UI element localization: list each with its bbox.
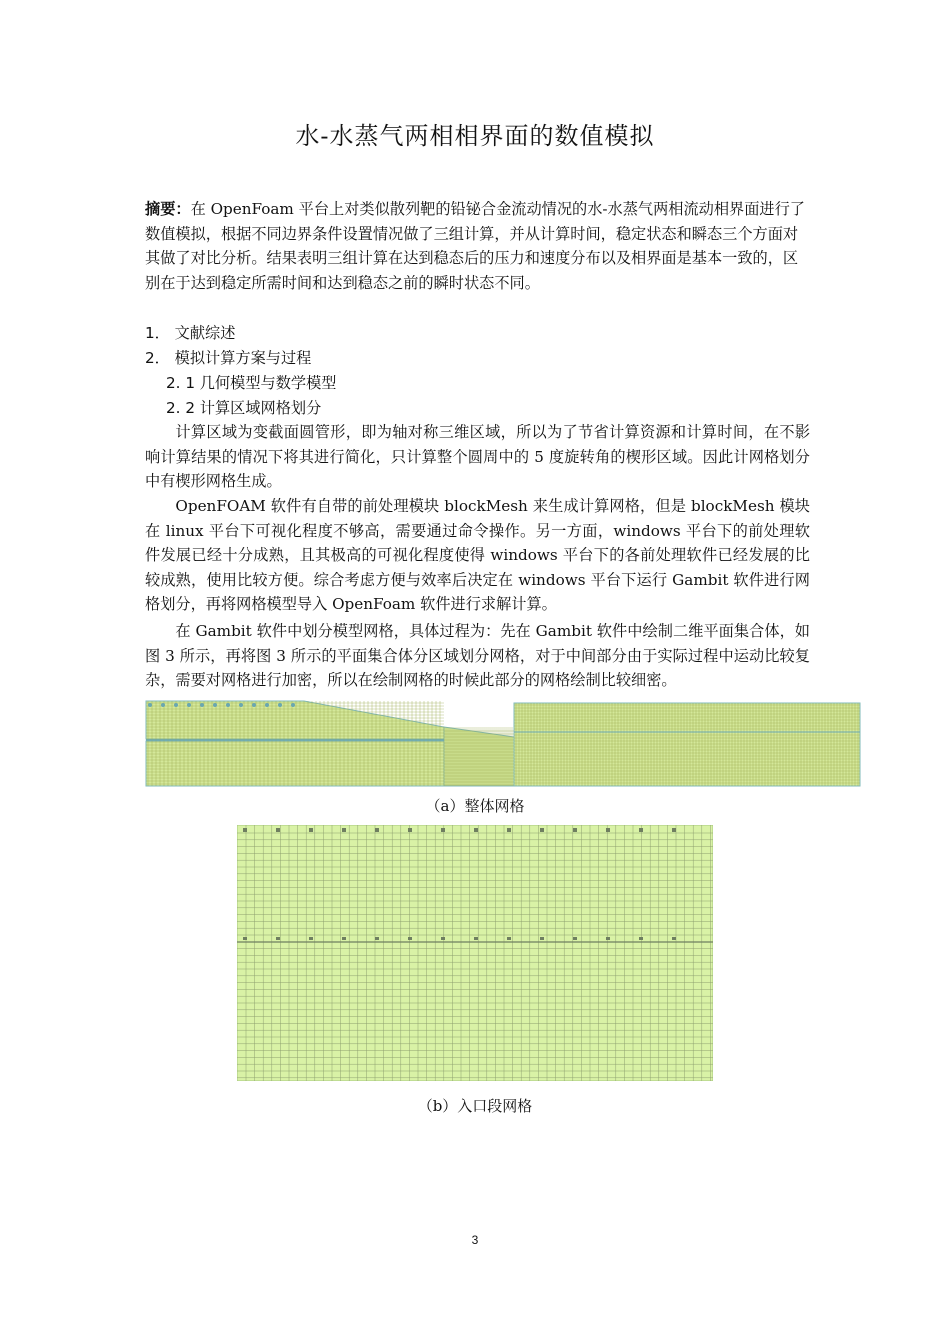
figure-inlet-mesh: [237, 825, 713, 1081]
abstract-text: 在 OpenFoam 平台上对类似散列靶的铅铋合金流动情况的水-水蒸气两相流动相界面进行了数值模拟，根据不同边界条件设置情况做了三组计算，并从计算时间，稳定状态和瞬态三个方面对其做了对比分析。结果表明三组计算在达到稳态后的压力和速度分布以及相界面是基本一致的，区别在于达到稳定所需时间和达到稳态之前的瞬时状态不同。: [145, 200, 805, 292]
section-heading-2: 2． 模拟计算方案与过程: [145, 349, 312, 367]
paper-title: 水-水蒸气两相相界面的数值模拟: [295, 122, 655, 150]
page-number: 3: [471, 1233, 479, 1247]
abstract: [145, 197, 810, 295]
paragraph-1: 计算区域为变截面圆管形，即为轴对称三维区域，所以为了节省计算资源和计算时间，在不影响计算结果的情况下将其进行简化，只计算整个圆周中的 5 度旋转角的楔形区域。因此计网格划分中有楔形网格生成。: [145, 423, 810, 490]
abstract-label: 摘要：: [145, 200, 191, 218]
figure-overall-mesh: [144, 697, 862, 788]
paragraph-2: OpenFOAM 软件有自带的前处理模块 blockMesh 来生成计算网格，但是 blockMesh 模块在 linux 平台下可视化程度不够高，需要通过命令操作。另一方面，windows 平台下的前处理软件发展已经十分成熟，且其极高的可视化程度使得 windows 平台下的各前处理软件已经发展的比较成熟，使用比较方便。综合考虑方便与效率后决定在 windows 平台下运行 Gambit 软件进行网格划分，再将网格模型导入 OpenFoam 软件进行求解计算。: [145, 497, 810, 613]
section-heading-1: 1． 文献综述: [145, 324, 236, 342]
inlet-mesh-grid: [237, 825, 713, 1081]
figure-a-caption: （a）整体网格: [425, 797, 525, 815]
figure-b-caption: （b）入口段网格: [417, 1097, 533, 1115]
paragraph-3: 在 Gambit 软件中划分模型网格，具体过程为：先在 Gambit 软件中绘制二维平面集合体，如图 3 所示，再将图 3 所示的平面集合体分区域划分网格，对于中间部分由于实际过程中运动比较复杂，需要对网格进行加密，所以在绘制网格的时候此部分的网格绘制比较细密。: [145, 622, 810, 689]
subsection-heading-2-2: 2. 2 计算区域网格划分: [166, 399, 322, 417]
subsection-heading-2-1: 2. 1 几何模型与数学模型: [166, 374, 337, 392]
